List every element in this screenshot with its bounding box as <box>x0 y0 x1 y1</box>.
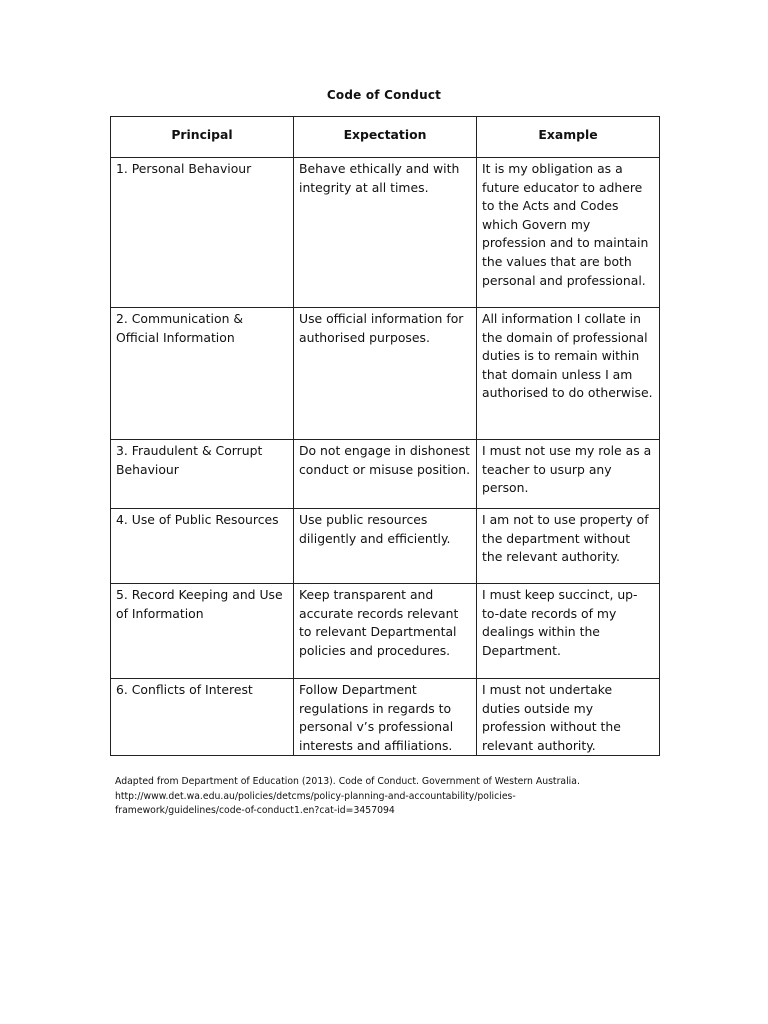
table-row <box>111 509 660 584</box>
expectation-cell: Keep transparent and accurate records relevant to relevant Departmental policies and procedures. <box>294 584 477 679</box>
column-header-example: Example <box>477 117 660 158</box>
example-cell: All information I collate in the domain of professional duties is to remain within that domain unless I am authorised to do otherwise. <box>477 308 660 440</box>
example-cell: It is my obligation as a future educator to adhere to the Acts and Codes which Govern my profession and to maintain the values that are both personal and professional. <box>477 158 660 308</box>
column-header-principal: Principal <box>111 117 294 158</box>
principal-cell: 3. Fraudulent & Corrupt Behaviour <box>111 440 294 509</box>
example-cell: I must not use my role as a teacher to usurp any person. <box>477 440 660 509</box>
expectation-cell: Follow Department regulations in regards to personal v’s professional interests and affiliations. <box>294 679 477 756</box>
table-row <box>111 158 660 308</box>
citation-url-line-2: framework/guidelines/code-of-conduct1.en?cat-id=3457094 <box>115 805 395 816</box>
principal-cell: 1. Personal Behaviour <box>111 158 294 308</box>
principal-cell: 5. Record Keeping and Use of Information <box>111 584 294 679</box>
table-row <box>111 440 660 509</box>
code-of-conduct-table <box>110 116 660 756</box>
expectation-cell: Use public resources diligently and efficiently. <box>294 509 477 584</box>
citation-note <box>115 775 675 819</box>
table-row <box>111 584 660 679</box>
table-row <box>111 308 660 440</box>
citation-url-line-1: http://www.det.wa.edu.au/policies/detcms/policy-planning-and-accountability/policies- <box>115 790 516 802</box>
principal-cell: 4. Use of Public Resources <box>111 509 294 584</box>
example-cell: I must keep succinct, up-to-date records of my dealings within the Department. <box>477 584 660 679</box>
column-header-expectation: Expectation <box>294 117 477 158</box>
principal-cell: 2. Communication & Official Information <box>111 308 294 440</box>
table-row <box>111 679 660 756</box>
principal-cell: 6. Conflicts of Interest <box>111 679 294 756</box>
table-header-row <box>111 117 660 158</box>
expectation-cell: Use official information for authorised purposes. <box>294 308 477 440</box>
example-cell: I must not undertake duties outside my profession without the relevant authority. <box>477 679 660 756</box>
page-title: Code of Conduct <box>326 88 442 102</box>
citation-source: Adapted from Department of Education (2013). Code of Conduct. Government of Western Australia. <box>115 776 580 787</box>
expectation-cell: Do not engage in dishonest conduct or misuse position. <box>294 440 477 509</box>
expectation-cell: Behave ethically and with integrity at all times. <box>294 158 477 308</box>
example-cell: I am not to use property of the department without the relevant authority. <box>477 509 660 584</box>
